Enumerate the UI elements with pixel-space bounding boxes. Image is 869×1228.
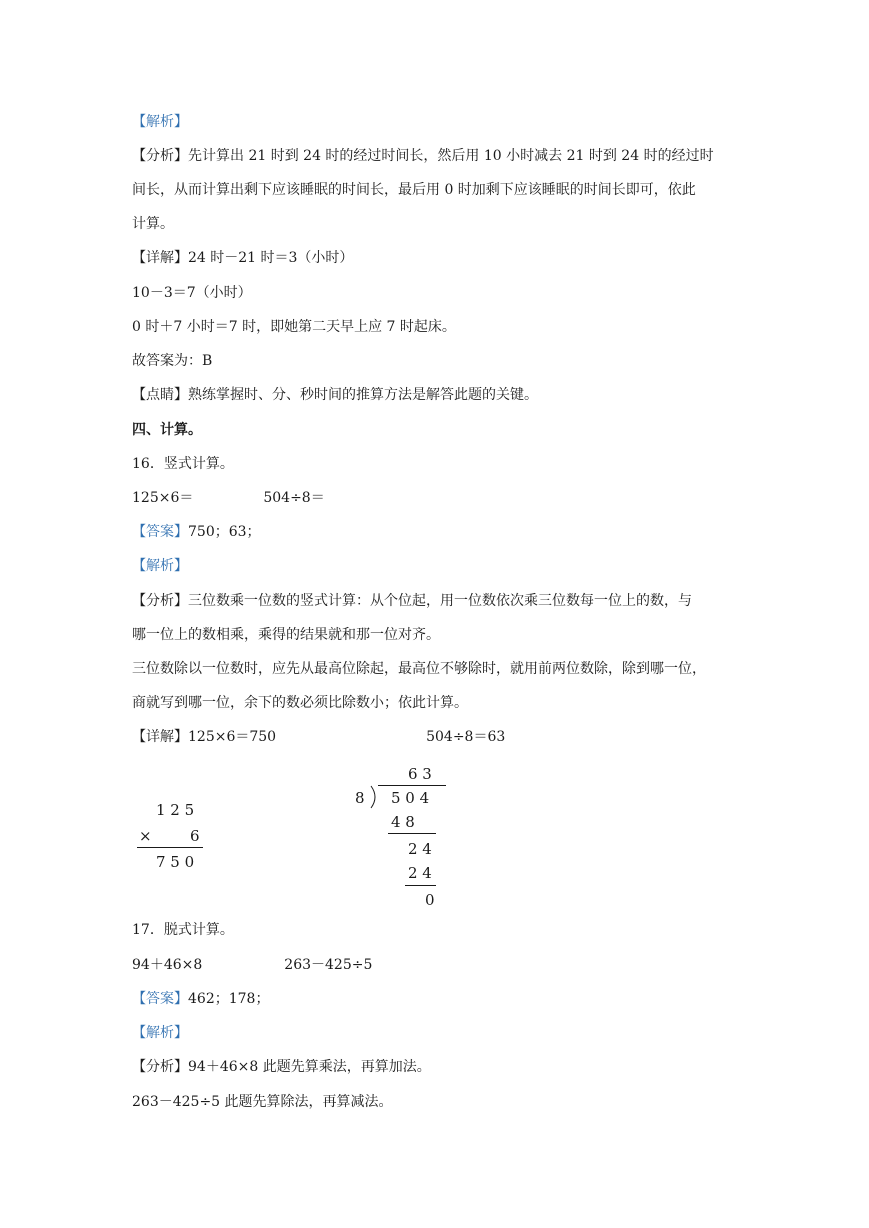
comment-text: 熟练掌握时、分、秒时间的推算方法是解答此题的关键。: [188, 387, 538, 403]
q17-analysis-text-line: 263－425÷5 此题先算除法，再算减法。: [132, 1094, 393, 1110]
detail-line: [132, 248, 353, 268]
q17-expr-2: 263－425÷5: [284, 957, 373, 973]
analysis-tag: 【分析】: [132, 148, 188, 164]
q16-expr-1: 125×6＝: [132, 490, 194, 506]
analysis-text: 三位数乘一位数的竖式计算：从个位起，用一位数依次乘三位数每一位上的数，与: [188, 593, 692, 609]
division-bar: [378, 785, 446, 786]
analysis-tag: 【分析】: [132, 1059, 188, 1075]
analysis-text-line: 间长，从而计算出剩下应该睡眠的时间长，最后用 0 时加剩下应该睡眠的时间长即可，依此: [132, 182, 696, 198]
answer-tag: 【答案】: [132, 524, 188, 540]
analysis-text-line: 计算。: [132, 216, 174, 232]
q16-analysis-text-line: 三位数除以一位数时，应先从最高位除起，最高位不够除时，就用前两位数除，除到哪一位，: [132, 661, 706, 677]
analysis-tag: 【分析】: [132, 593, 188, 609]
quotient: 6 3: [408, 765, 432, 783]
q16-detail-expr-1: 125×6＝750: [188, 729, 277, 745]
analysis-paragraph-line: [132, 146, 714, 166]
multiplicand: 1 2 5: [156, 801, 195, 819]
analysis-text: 94＋46×8 此题先算乘法，再算加法。: [188, 1059, 431, 1075]
division-step-1: 4 8: [391, 813, 415, 831]
q16-answer: 750；63；: [188, 524, 261, 540]
q16-answer-line: [132, 522, 261, 542]
analysis-text: 先计算出 21 时到 24 时的经过时间长，然后用 10 小时减去 21 时到 24 时的经过时: [188, 148, 714, 164]
q16-detail-expr-2: 504÷8＝63: [426, 729, 506, 745]
detail-text-line: 10－3＝7（小时）: [132, 285, 252, 301]
detail-text-line: 0 时＋7 小时＝7 时，即她第二天早上应 7 时起床。: [132, 319, 456, 335]
jiexi-tag: 【解析】: [132, 114, 188, 130]
q17-answer: 462；178；: [188, 991, 270, 1007]
division-bracket: [370, 785, 380, 809]
q17-expr-1: 94＋46×8: [132, 957, 203, 973]
division-step-3: 2 4: [408, 864, 432, 882]
detail-tag: 【详解】: [132, 729, 188, 745]
q16-detail-line: [132, 727, 505, 747]
division-rule-2: [405, 885, 436, 886]
section-title: 四、计算。: [132, 422, 202, 438]
q17-answer-line: [132, 989, 269, 1009]
jiexi-tag: 【解析】: [132, 558, 188, 574]
answer-tag: 【答案】: [132, 991, 188, 1007]
detail-tag: 【详解】: [132, 250, 188, 266]
multiplier: 6: [190, 827, 200, 845]
q17-analysis-line: [132, 1057, 431, 1077]
detail-answer-line: 故答案为：B: [132, 353, 213, 369]
question-17-title: 17．脱式计算。: [132, 922, 234, 938]
question-16-expressions: [132, 488, 325, 508]
dividend: 5 0 4: [391, 789, 430, 807]
division-step-2: 2 4: [408, 840, 432, 858]
division-remainder: 0: [425, 891, 435, 909]
question-17-expressions: [132, 955, 372, 975]
q16-analysis-text-line: 商就写到哪一位，余下的数必须比除数小；依此计算。: [132, 695, 468, 711]
division-rule-1: [388, 833, 436, 834]
divisor: 8: [355, 789, 365, 807]
comment-tag: 【点睛】: [132, 387, 188, 403]
jiexi-tag: 【解析】: [132, 1025, 188, 1041]
product: 7 5 0: [156, 853, 195, 871]
comment-line: [132, 385, 538, 405]
question-16-title: 16．竖式计算。: [132, 456, 234, 472]
q16-analysis-line: [132, 591, 692, 611]
q16-expr-2: 504÷8＝: [263, 490, 325, 506]
q16-analysis-text-line: 哪一位上的数相乘，乘得的结果就和那一位对齐。: [132, 627, 440, 643]
mult-rule: [137, 847, 203, 848]
detail-text: 24 时－21 时＝3（小时）: [188, 250, 354, 266]
multiply-sign: ×: [139, 827, 152, 845]
